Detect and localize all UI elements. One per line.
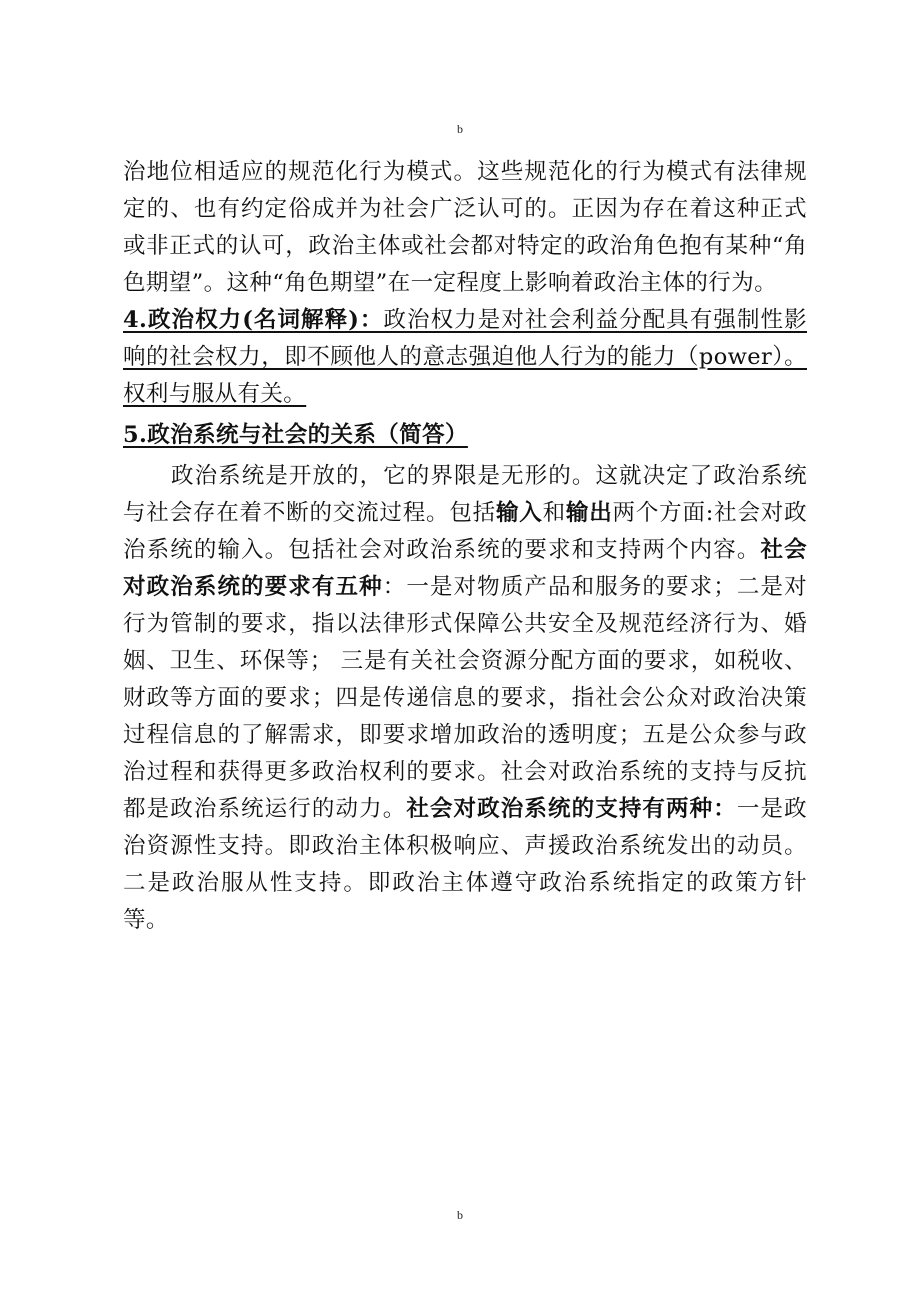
emphasis-two-supports: 社会对政治系统的支持有两种： <box>406 796 737 822</box>
text-segment: ：一是对物质产品和服务的要求；二是对行为管制的要求，指以法律形式保障公共安全及规范经济行为、婚姻、卫生、环保等； 三是有关社会资源分配方面的要求，如税收、财政等方面的要求；四是传递信息的要求，指社会公众对政治决策过程信息的了解需求，即要求增加政治的透明度；五是公众参与政治过程和获得更多政治权利的要求。社会对政治系统的支持与反抗都是政治系统运行的动力。 <box>123 574 807 822</box>
emphasis-output: 输出 <box>565 500 613 526</box>
item-4-heading: 4.政治权力(名词解释)： <box>123 307 384 333</box>
page-footer-mark: b <box>457 1208 463 1222</box>
text-segment: 一是政治资源性支持。即政治主体积极响应、声援政治系统发出的动员。二是政治服从性支持。即政治主体遵守政治系统指定的政策方针等。 <box>123 796 807 933</box>
item-political-power <box>123 302 807 413</box>
paragraph-role-expectation: 治地位相适应的规范化行为模式。这些规范化的行为模式有法律规定的、也有约定俗成并为社会广泛认可的。正因为存在着这种正式或非正式的认可，政治主体或社会都对特定的政治角色抱有某种“角色期望”。这种“角色期望”在一定程度上影响着政治主体的行为。 <box>123 159 807 296</box>
item-5-paragraph <box>123 458 807 939</box>
document-body <box>123 154 807 939</box>
text-segment: 政治系统是开放的，它的界限是无形的。这就决定了政治系统与社会存在着不断的交流过程。包括 <box>123 463 807 526</box>
page-header-mark: b <box>457 122 463 136</box>
emphasis-input: 输入 <box>495 500 543 526</box>
emphasis-five-demands: 社会对政治系统的要求有五种 <box>123 537 807 600</box>
text-segment: 和 <box>542 500 566 526</box>
item-5-heading: 5.政治系统与社会的关系（简答） <box>123 422 468 448</box>
text-segment: 两个方面:社会对政治系统的输入。包括社会对政治系统的要求和支持两个内容。 <box>123 500 807 563</box>
item-4-body: 政治权力是对社会利益分配具有强制性影响的社会权力，即不顾他人的意志强迫他人行为的能力（power）。权利与服从有关。 <box>123 307 808 407</box>
